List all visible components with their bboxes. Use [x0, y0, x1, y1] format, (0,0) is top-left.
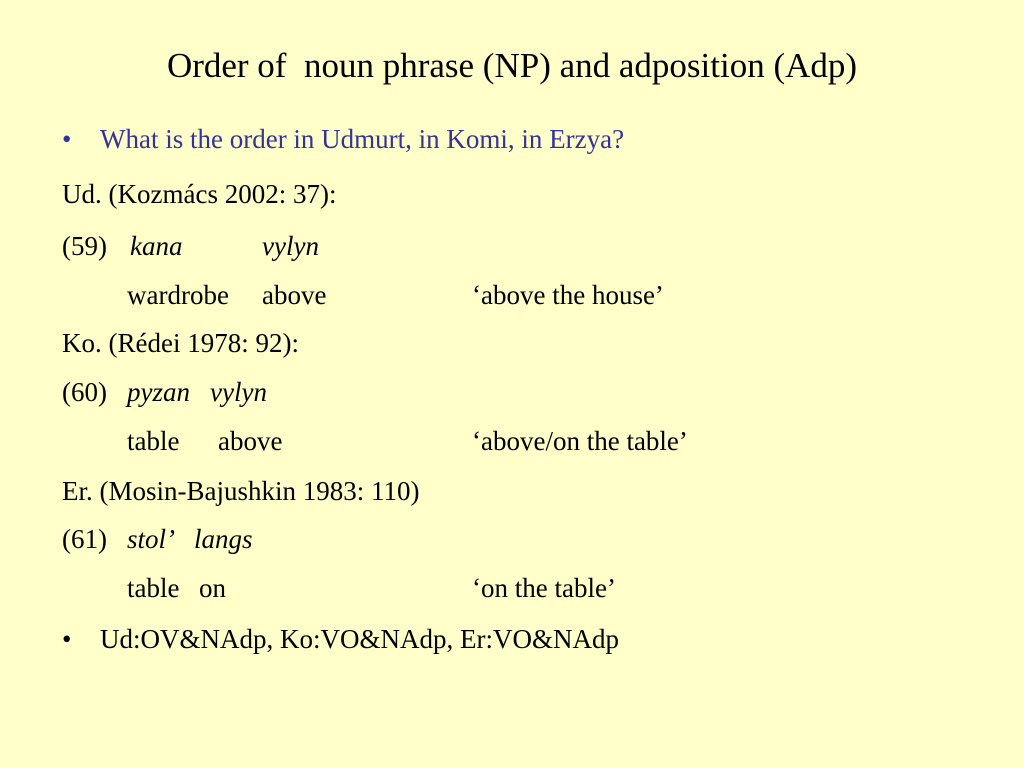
komi-gloss-2: above	[218, 426, 283, 456]
udmurt-word-1: kana	[130, 231, 183, 261]
komi-gloss-1: table	[127, 426, 180, 456]
komi-example-number: (60)	[62, 377, 107, 407]
erzya-example-number: (61)	[62, 524, 107, 554]
slide-title: Order of noun phrase (NP) and adposition (Adp)	[166, 46, 858, 85]
udmurt-example-number: (59)	[62, 231, 107, 261]
udmurt-gloss-1: wardrobe	[127, 280, 229, 310]
bullet-marker: •	[62, 624, 72, 654]
udmurt-gloss-2: above	[262, 280, 327, 310]
summary-text: Ud:OV&NAdp, Ko:VO&NAdp, Er:VO&NAdp	[100, 624, 619, 654]
komi-word-2: vylyn	[210, 377, 267, 407]
erzya-translation: ‘on the table’	[472, 573, 616, 603]
komi-source: Ko. (Rédei 1978: 92):	[62, 328, 299, 358]
erzya-word-1: stol’	[127, 524, 176, 554]
udmurt-source: Ud. (Kozmács 2002: 37):	[62, 179, 337, 209]
komi-word-1: pyzan	[127, 377, 190, 407]
question-text: What is the order in Udmurt, in Komi, in Erzya?	[100, 124, 625, 154]
bullet-marker: •	[62, 124, 72, 154]
erzya-word-2: langs	[194, 524, 253, 554]
komi-translation: ‘above/on the table’	[472, 426, 688, 456]
erzya-gloss-2: on	[199, 573, 226, 603]
udmurt-translation: ‘above the house’	[472, 280, 664, 310]
udmurt-word-2: vylyn	[262, 231, 319, 261]
erzya-gloss-1: table	[127, 573, 180, 603]
erzya-source: Er. (Mosin-Bajushkin 1983: 110)	[62, 476, 420, 506]
